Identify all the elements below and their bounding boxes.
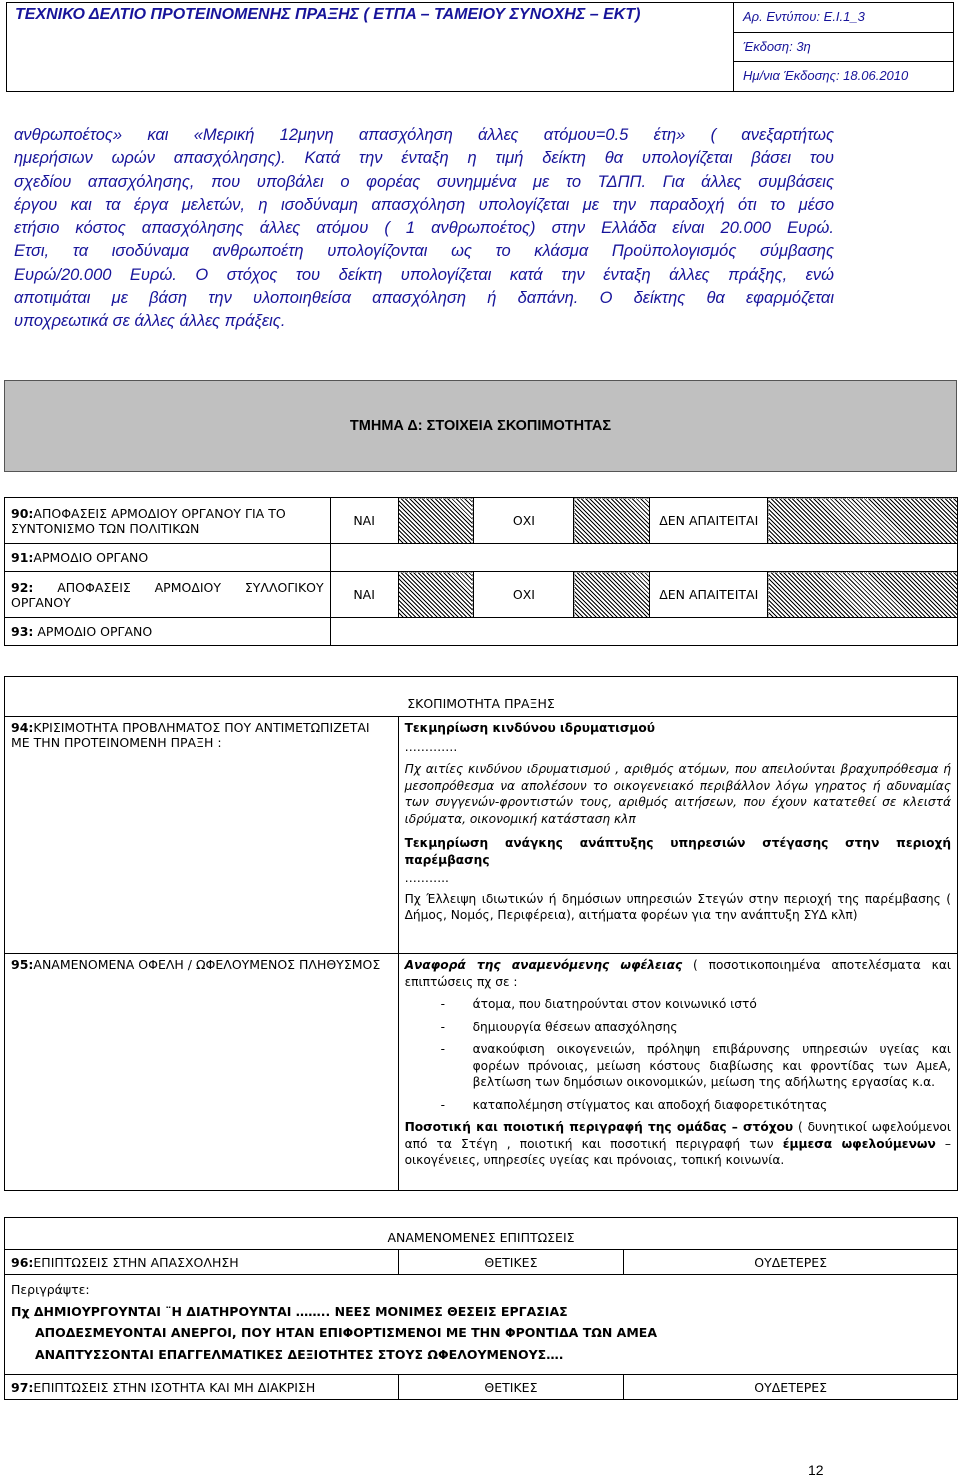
purpose-table [4,676,958,1191]
purpose-heading: ΣΚΟΠΙΜΟΤΗΤΑ ΠΡΑΞΗΣ [5,677,958,717]
yes-option[interactable]: ΝΑΙ [330,572,398,618]
row-95-label: 95:ΑΝΑΜΕΝΟΜΕΝΑ ΟΦΕΛΗ / ΩΦΕΛΟΥΜΕΝΟΣ ΠΛΗΘΥΣΜΟΣ [5,954,399,1191]
row-90-label: 90:ΑΠΟΦΑΣΕΙΣ ΑΡΜΟΔΙΟΥ ΟΡΓΑΝΟΥ ΓΙΑ ΤΟ ΣΥΝΤΟΝΙΣΜΟ ΤΩΝ ΠΟΛΙΤΙΚΩΝ [5,498,331,544]
hatched-cell [398,572,474,618]
intro-line: σχεδίου απασχόλησης, που υποβάλει ο φορέας συνημμένα με το ΤΔΠΠ. Για άλλες συμβάσεις [14,172,834,191]
table-row [5,572,958,618]
row-92-label: 92: ΑΠΟΦΑΣΕΙΣ ΑΡΜΟΔΙΟΥ ΣΥΛΛΟΓΙΚΟΥ ΟΡΓΑΝΟΥ [5,572,331,618]
positive-option[interactable]: ΘΕΤΙΚΕΣ [398,1250,624,1275]
intro-line: ημερήσιων ωρών απασχόλησης). Κατά την ένταξη η τιμή δείκτη θα υπολογίζεται βάσει του [14,149,834,168]
describe-line: Πχ ΔΗΜΙΟΥΡΓΟΥΝΤΑΙ ¨Η ΔΙΑΤΗΡΟΥΝΤΑΙ …….. ΝΕΕΣ ΜΟΝΙΜΕΣ ΘΕΣΕΙΣ ΕΡΓΑΣΙΑΣ [11,1303,568,1319]
list-item: - άτομα, που διατηρούνται στον κοινωνικό ιστό [405,996,951,1013]
header-divider [733,3,734,91]
intro-line: Ευρώ/20.000 Ευρώ. Ο στόχος του δείκτη υπολογίζεται κατά την ένταξη άλλες πράξης, ενώ [14,265,834,284]
hatched-cell [398,498,474,544]
table-row [5,498,958,544]
row-93-label: 93: ΑΡΜΟΔΙΟ ΟΡΓΑΝΟ [5,618,331,646]
hatched-cell [574,572,650,618]
yes-option[interactable]: ΝΑΙ [330,498,398,544]
form-number: Αρ. Εντύπου: Ε.Ι.1_3 [743,9,865,24]
describe-line: ΑΝΑΠΤΥΣΣΟΝΤΑΙ ΕΠΑΓΓΕΛΜΑΤΙΚΕΣ ΔΕΞΙΟΤΗΤΕΣ ΣΤΟΥΣ ΩΦΕΛΟΥΜΕΝΟΥΣ…. [35,1346,564,1362]
neutral-option[interactable]: ΟΥΔΕΤΕΡΕΣ [624,1250,958,1275]
table-row [5,1275,958,1375]
row-94-content[interactable] [398,717,957,954]
document-header [6,2,954,92]
intro-line: ετήσιο κόστος απασχόλησης άλλες ατόμου ( 1 ανθρωποέτος) στην Ελλάδα είναι 20.000 Ευρώ. [14,219,834,238]
table-row [5,1250,958,1275]
target-description: Ποσοτική και ποιοτική περιγραφή της ομάδας – στόχου ( δυνητικοί ωφελούμενοι από τα Στέγη , ποιοτική και ποσοτική περιγραφή των έμμεσα ωφελούμενων – οικογένειες, υπηρεσίες υγείας και πρόνοιας, τοπική κοινωνία. [404,1120,951,1167]
list-item: - ανακούφιση οικογενειών, πρόληψη επιβάρυνσης υπηρεσιών υγείας και φορέων πρόνοιας, μείωση κόστους διαβίωσης και φροντίδας των ΑμεΑ, βελτίωση των δημόσιων οικονομικών, μείωση της αδήλωτης εργασίας κ.α. [405,1041,951,1091]
intro-line: έργου και τα έργα μελετών, η ισοδύναμη απασχόληση υπολογίζεται με την παραδοχή ότι το μέσο [14,195,834,214]
impacts-heading: ΑΝΑΜΕΝΟΜΕΝΕΣ ΕΠΙΠΤΩΣΕΙΣ [5,1218,958,1250]
intro-line: Ετσι, τα ισοδύναμα ανθρωποέτη υπολογίζονται ως το κλάσμα Προϋπολογισμός σύμβασης [14,242,834,261]
need-title: Τεκμηρίωση ανάγκης ανάπτυξης υπηρεσιών στέγασης στην περιοχή παρέμβασης [404,836,951,867]
dots: …………. [404,739,458,754]
neutral-option[interactable]: ΟΥΔΕΤΕΡΕΣ [624,1375,958,1400]
table-row [5,677,958,717]
benefit-list [405,996,951,1113]
decisions-table [4,497,958,646]
row-94-label: 94:ΚΡΙΣΙΜΟΤΗΤΑ ΠΡΟΒΛΗΜΑΤΟΣ ΠΟΥ ΑΝΤΙΜΕΤΩΠΙΖΕΤΑΙ ΜΕ ΤΗΝ ΠΡΟΤΕΙΝΟΜΕΝΗ ΠΡΑΞΗ : [5,717,399,954]
intro-line: αποτιμάται με βάση την υλοποιηθείσα απασχόληση ή δαπάνη. Ο δείκτης θα εφαρμόζεται [14,289,834,308]
row-93-value[interactable] [330,618,957,646]
row-91-label: 91:ΑΡΜΟΔΙΟ ΟΡΓΑΝΟ [5,544,331,572]
list-item: - καταπολέμηση στίγματος και αποδοχή διαφορετικότητας [405,1097,951,1114]
describe-line: ΑΠΟΔΕΣΜΕΥΟΝΤΑΙ ΑΝΕΡΓΟΙ, ΠΟΥ ΗΤΑΝ ΕΠΙΦΟΡΤΙΣΜΕΝΟΙ ΜΕ ΤΗΝ ΦΡΟΝΤΙΔΑ ΤΩΝ ΑΜΕΑ [35,1325,658,1340]
table-row [5,1218,958,1250]
benefit-intro: Αναφορά της αναμενόμενης ωφέλειας ( ποσοτικοποιημένα αποτελέσματα και επιπτώσεις πχ σε : [404,958,951,989]
row-95-content[interactable] [398,954,957,1191]
intro-line: υποχρεωτικά σε άλλες άλλες πράξεις. [14,312,286,331]
issue-date: Ημ/νια Έκδοσης: 18.06.2010 [743,68,909,83]
hatched-cell [768,572,958,618]
row-97-label: 97:ΕΠΙΠΤΩΣΕΙΣ ΣΤΗΝ ΙΣΟΤΗΤΑ ΚΑΙ ΜΗ ΔΙΑΚΡΙΣΗ [5,1375,399,1400]
header-divider [733,61,954,62]
header-divider [733,32,954,33]
hatched-cell [768,498,958,544]
row-91-value[interactable] [330,544,957,572]
section-band [4,380,957,472]
page-number: 12 [808,1462,824,1478]
table-row [5,717,958,954]
row-96-description[interactable] [5,1275,958,1375]
intro-paragraph [14,124,834,334]
row-96-label: 96:ΕΠΙΠΤΩΣΕΙΣ ΣΤΗΝ ΑΠΑΣΧΟΛΗΣΗ [5,1250,399,1275]
positive-option[interactable]: ΘΕΤΙΚΕΣ [398,1375,624,1400]
table-row [5,618,958,646]
table-row [5,1375,958,1400]
version: Έκδοση: 3η [743,39,811,54]
describe-label: Περιγράψτε: [11,1282,90,1297]
risk-title: Τεκμηρίωση κινδύνου ιδρυματισμού [404,721,655,735]
table-row [5,954,958,1191]
no-option[interactable]: ΟΧΙ [474,498,574,544]
impacts-table [4,1217,958,1400]
hatched-cell [574,498,650,544]
list-item: - δημιουργία θέσεων απασχόλησης [405,1019,951,1036]
table-row [5,544,958,572]
need-text: Πχ Έλλειψη ιδιωτικών ή δημόσιων υπηρεσιών Στεγών στην περιοχή της παρέμβασης ( Δήμος, Νομός, Περιφέρεια), αιτήματα φορέων για την ανάπτυξη ΣΥΔ κλπ) [404,891,951,922]
intro-line: ανθρωποέτος» και «Μερική 12μηνη απασχόληση άλλες ατόμου=0.5 έτη» ( ανεξαρτήτως [14,126,834,144]
risk-text: Πχ αιτίες κινδύνου ιδρυματισμού , αριθμός ατόμων, που απειλούνται βραχυπρόθεσμα ή μεσοπρόθεσμα να απολέσουν το οικογενειακό περιβάλλον λόγω γηρατος ή αδυναμίας των συγγενών-φροντιστών τους, αριθμός αιτήσεων, που έχουν κατατεθεί σε κλειστά ιδρύματα, οικονομική κατάσταση κλπ [404,762,951,826]
document-title: ΤΕΧΝΙΚΟ ΔΕΛΤΙΟ ΠΡΟΤΕΙΝΟΜΕΝΗΣ ΠΡΑΞΗΣ ( ΕΤΠΑ – ΤΑΜΕΙΟΥ ΣΥΝΟΧΗΣ – ΕΚΤ) [15,6,641,23]
not-required-option[interactable]: ΔΕΝ ΑΠΑΙΤΕΙΤΑΙ [650,498,768,544]
section-title: ΤΜΗΜΑ Δ: ΣΤΟΙΧΕΙΑ ΣΚΟΠΙΜΟΤΗΤΑΣ [349,418,612,434]
not-required-option[interactable]: ΔΕΝ ΑΠΑΙΤΕΙΤΑΙ [650,572,768,618]
no-option[interactable]: ΟΧΙ [474,572,574,618]
dots: ……….. [404,871,449,885]
